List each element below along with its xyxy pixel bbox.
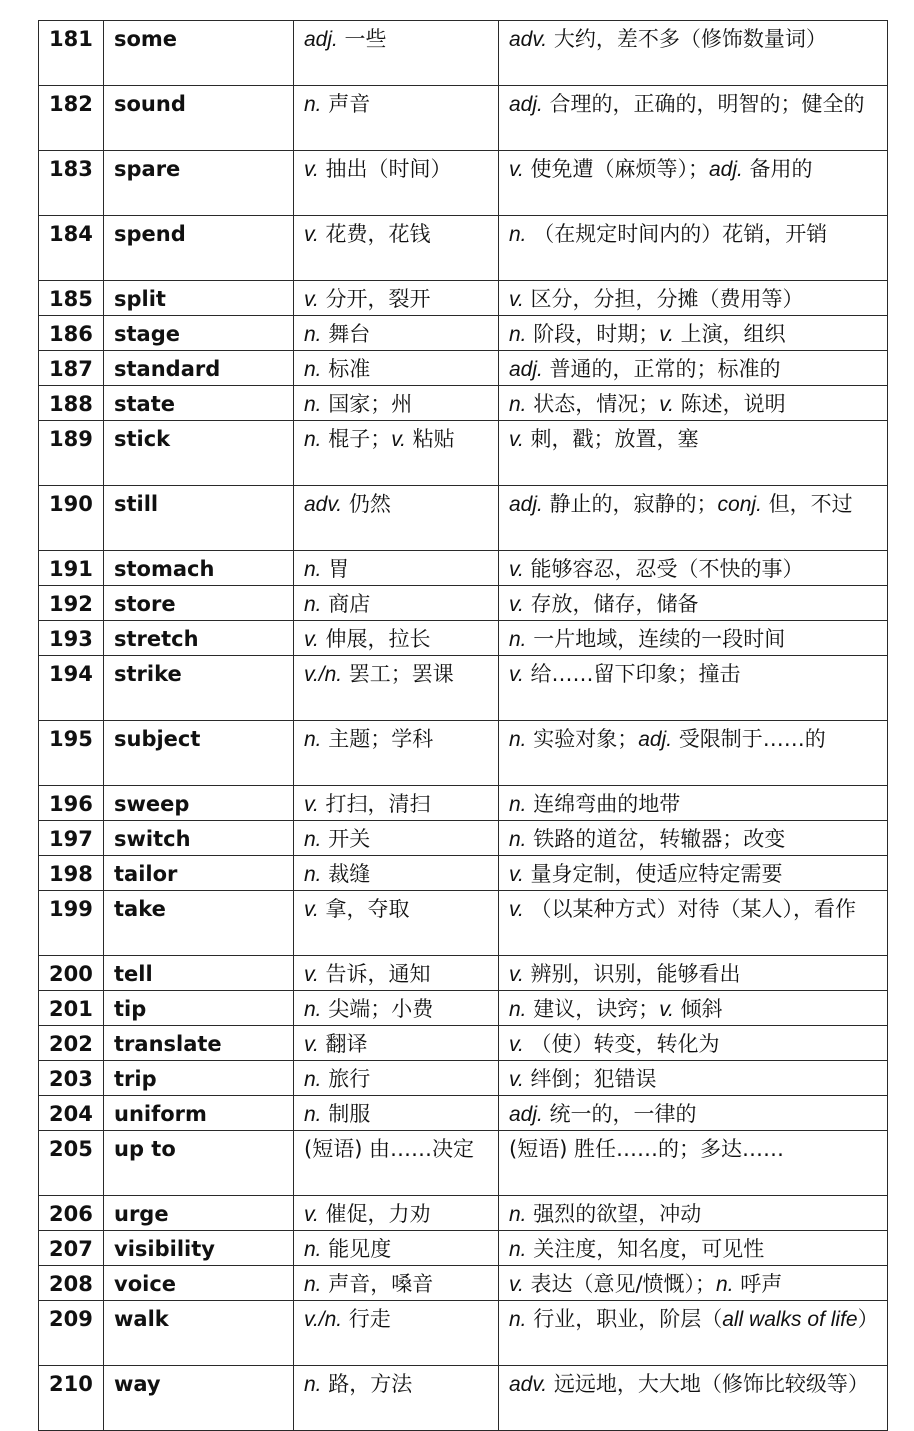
meaning-text: 拿，夺取 xyxy=(318,897,410,921)
meaning-text: 标准 xyxy=(321,357,371,381)
part-of-speech: n. xyxy=(509,1308,527,1331)
part-of-speech: v. xyxy=(509,1068,524,1091)
meaning-text: 上演，组织 xyxy=(673,322,786,346)
basic-meaning xyxy=(294,786,499,821)
table-row xyxy=(39,1026,888,1061)
part-of-speech: adv. xyxy=(509,28,548,51)
vocabulary-table xyxy=(38,20,888,1431)
extended-meaning xyxy=(499,891,888,956)
part-of-speech: v. xyxy=(509,863,524,886)
meaning-text: 陈述，说明 xyxy=(673,392,786,416)
meaning-text: 给……留下印象；撞击 xyxy=(523,662,741,686)
meaning-text: 绊倒；犯错误 xyxy=(523,1067,657,1091)
meaning-text: 尖端；小费 xyxy=(321,997,434,1021)
extended-meaning xyxy=(499,956,888,991)
table-row xyxy=(39,216,888,281)
entry-word: urge xyxy=(104,1196,294,1231)
entry-number: 191 xyxy=(39,551,104,586)
table-row xyxy=(39,151,888,216)
entry-number: 193 xyxy=(39,621,104,656)
meaning-text: 合理的，正确的，明智的；健全的 xyxy=(542,92,865,116)
extended-meaning xyxy=(499,21,888,86)
entry-number: 188 xyxy=(39,386,104,421)
meaning-text: 开关 xyxy=(321,827,371,851)
entry-word: tell xyxy=(104,956,294,991)
basic-meaning xyxy=(294,856,499,891)
part-of-speech: n. xyxy=(304,828,322,851)
entry-number: 186 xyxy=(39,316,104,351)
table-row xyxy=(39,621,888,656)
part-of-speech: v. xyxy=(509,593,524,616)
entry-number: 202 xyxy=(39,1026,104,1061)
extended-meaning xyxy=(499,421,888,486)
meaning-text: 关注度，知名度，可见性 xyxy=(526,1237,765,1261)
meaning-text: 但，不过 xyxy=(761,492,853,516)
extended-meaning xyxy=(499,1366,888,1431)
part-of-speech: v. xyxy=(659,323,674,346)
extended-meaning xyxy=(499,486,888,551)
part-of-speech: v. xyxy=(659,393,674,416)
meaning-text: (短语) 由……决定 xyxy=(304,1137,475,1161)
part-of-speech: n. xyxy=(509,323,527,346)
table-row xyxy=(39,21,888,86)
extended-meaning xyxy=(499,1266,888,1301)
basic-meaning xyxy=(294,586,499,621)
vocabulary-table-body xyxy=(39,21,888,1431)
entry-number: 189 xyxy=(39,421,104,486)
extended-meaning xyxy=(499,1096,888,1131)
meaning-text: 棍子； xyxy=(321,427,392,451)
table-row xyxy=(39,351,888,386)
entry-word: up to xyxy=(104,1131,294,1196)
entry-word: visibility xyxy=(104,1231,294,1266)
part-of-speech: v. xyxy=(509,428,524,451)
table-row xyxy=(39,856,888,891)
entry-word: split xyxy=(104,281,294,316)
meaning-text: 刺，戳；放置，塞 xyxy=(523,427,699,451)
part-of-speech: adj. xyxy=(708,158,743,181)
meaning-text: 罢工；罢课 xyxy=(342,662,454,686)
entry-number: 182 xyxy=(39,86,104,151)
entry-number: 192 xyxy=(39,586,104,621)
meaning-text: 静止的，寂静的； xyxy=(542,492,718,516)
meaning-text: 远远地，大大地（修饰比较级等） xyxy=(547,1372,869,1396)
table-row xyxy=(39,421,888,486)
part-of-speech: n. xyxy=(304,728,322,751)
meaning-text: 强烈的欲望，冲动 xyxy=(526,1202,702,1226)
table-row xyxy=(39,1266,888,1301)
part-of-speech: v. xyxy=(659,998,674,1021)
entry-number: 208 xyxy=(39,1266,104,1301)
meaning-text: 使免遭（麻烦等）； xyxy=(523,157,709,181)
entry-number: 204 xyxy=(39,1096,104,1131)
basic-meaning xyxy=(294,386,499,421)
part-of-speech: n. xyxy=(304,428,322,451)
meaning-text: 制服 xyxy=(321,1102,371,1126)
meaning-text: 商店 xyxy=(321,592,371,616)
part-of-speech: v. xyxy=(391,428,406,451)
table-row xyxy=(39,316,888,351)
part-of-speech: n. xyxy=(509,728,527,751)
entry-word: sweep xyxy=(104,786,294,821)
meaning-text: 呼声 xyxy=(733,1272,783,1296)
part-of-speech: n. xyxy=(509,1203,527,1226)
entry-number: 199 xyxy=(39,891,104,956)
meaning-text: 告诉，通知 xyxy=(318,962,431,986)
basic-meaning xyxy=(294,86,499,151)
part-of-speech: n. xyxy=(509,223,527,246)
part-of-speech: v. xyxy=(509,558,524,581)
entry-number: 209 xyxy=(39,1301,104,1366)
entry-number: 203 xyxy=(39,1061,104,1096)
entry-word: trip xyxy=(104,1061,294,1096)
basic-meaning xyxy=(294,151,499,216)
meaning-text: 量身定制，使适应特定需要 xyxy=(523,862,783,886)
part-of-speech: n. xyxy=(304,998,322,1021)
extended-meaning xyxy=(499,721,888,786)
meaning-text: 舞台 xyxy=(321,322,371,346)
table-row xyxy=(39,1231,888,1266)
part-of-speech: all walks of life xyxy=(722,1308,858,1331)
entry-word: translate xyxy=(104,1026,294,1061)
part-of-speech: conj. xyxy=(717,493,762,516)
entry-word: spare xyxy=(104,151,294,216)
meaning-text: 行业，职业，阶层（ xyxy=(526,1307,723,1331)
meaning-text: （以某种方式）对待（某人），看作 xyxy=(523,897,856,921)
extended-meaning xyxy=(499,1231,888,1266)
part-of-speech: n. xyxy=(509,828,527,851)
table-row xyxy=(39,956,888,991)
meaning-text: 统一的，一律的 xyxy=(542,1102,697,1126)
meaning-text: 能见度 xyxy=(321,1237,392,1261)
table-row xyxy=(39,786,888,821)
part-of-speech: v. xyxy=(304,1033,319,1056)
meaning-text: 翻译 xyxy=(318,1032,368,1056)
meaning-text: 能够容忍，忍受（不快的事） xyxy=(523,557,804,581)
meaning-text: 普通的，正常的；标准的 xyxy=(542,357,781,381)
basic-meaning xyxy=(294,1266,499,1301)
entry-number: 198 xyxy=(39,856,104,891)
meaning-text: 实验对象； xyxy=(526,727,639,751)
meaning-text: 分开，裂开 xyxy=(318,287,431,311)
entry-word: sound xyxy=(104,86,294,151)
basic-meaning xyxy=(294,1301,499,1366)
meaning-text: 连绵弯曲的地带 xyxy=(526,792,681,816)
basic-meaning xyxy=(294,1196,499,1231)
entry-word: spend xyxy=(104,216,294,281)
part-of-speech: v. xyxy=(304,793,319,816)
entry-number: 205 xyxy=(39,1131,104,1196)
entry-word: walk xyxy=(104,1301,294,1366)
basic-meaning xyxy=(294,316,499,351)
extended-meaning xyxy=(499,351,888,386)
part-of-speech: n. xyxy=(304,863,322,886)
basic-meaning xyxy=(294,1131,499,1196)
entry-number: 194 xyxy=(39,656,104,721)
table-row xyxy=(39,1366,888,1431)
entry-word: some xyxy=(104,21,294,86)
part-of-speech: n. xyxy=(716,1273,734,1296)
basic-meaning xyxy=(294,1061,499,1096)
entry-word: stick xyxy=(104,421,294,486)
extended-meaning xyxy=(499,281,888,316)
basic-meaning xyxy=(294,216,499,281)
entry-word: store xyxy=(104,586,294,621)
table-row xyxy=(39,891,888,956)
table-row xyxy=(39,551,888,586)
part-of-speech: adj. xyxy=(509,493,543,516)
meaning-text: 一片地域，连续的一段时间 xyxy=(526,627,786,651)
extended-meaning xyxy=(499,786,888,821)
basic-meaning xyxy=(294,351,499,386)
entry-word: switch xyxy=(104,821,294,856)
part-of-speech: v. xyxy=(509,1273,524,1296)
basic-meaning xyxy=(294,721,499,786)
part-of-speech: v. xyxy=(304,288,319,311)
basic-meaning xyxy=(294,21,499,86)
table-row xyxy=(39,1196,888,1231)
meaning-text: 花费，花钱 xyxy=(318,222,431,246)
part-of-speech: v. xyxy=(509,663,524,686)
extended-meaning xyxy=(499,991,888,1026)
meaning-text: 催促，力劝 xyxy=(318,1202,431,1226)
entry-number: 195 xyxy=(39,721,104,786)
part-of-speech: v. xyxy=(509,158,524,181)
meaning-text: 倾斜 xyxy=(673,997,723,1021)
basic-meaning xyxy=(294,421,499,486)
extended-meaning xyxy=(499,821,888,856)
entry-number: 201 xyxy=(39,991,104,1026)
table-row xyxy=(39,586,888,621)
entry-number: 207 xyxy=(39,1231,104,1266)
meaning-text: 声音 xyxy=(321,92,371,116)
part-of-speech: adj. xyxy=(509,358,543,381)
part-of-speech: v. xyxy=(304,963,319,986)
table-row xyxy=(39,1301,888,1366)
table-row xyxy=(39,281,888,316)
part-of-speech: v. xyxy=(509,963,524,986)
basic-meaning xyxy=(294,1231,499,1266)
table-row xyxy=(39,991,888,1026)
basic-meaning xyxy=(294,656,499,721)
entry-number: 210 xyxy=(39,1366,104,1431)
basic-meaning xyxy=(294,821,499,856)
table-row xyxy=(39,1096,888,1131)
meaning-text: 仍然 xyxy=(342,492,391,516)
meaning-text: 胃 xyxy=(321,557,350,581)
meaning-text: 一些 xyxy=(337,27,387,51)
entry-word: strike xyxy=(104,656,294,721)
entry-number: 206 xyxy=(39,1196,104,1231)
table-row xyxy=(39,656,888,721)
extended-meaning xyxy=(499,856,888,891)
part-of-speech: v./n. xyxy=(304,1308,343,1331)
entry-word: tailor xyxy=(104,856,294,891)
part-of-speech: adj. xyxy=(509,1103,543,1126)
meaning-text: (短语) 胜任……的；多达…… xyxy=(509,1137,785,1161)
meaning-text: 路，方法 xyxy=(321,1372,413,1396)
meaning-text: 阶段，时期； xyxy=(526,322,660,346)
extended-meaning xyxy=(499,1026,888,1061)
meaning-text: 旅行 xyxy=(321,1067,371,1091)
entry-word: take xyxy=(104,891,294,956)
table-row xyxy=(39,1131,888,1196)
extended-meaning xyxy=(499,1301,888,1366)
entry-number: 181 xyxy=(39,21,104,86)
part-of-speech: v. xyxy=(304,158,319,181)
meaning-text: 备用的 xyxy=(742,157,813,181)
part-of-speech: n. xyxy=(304,1103,322,1126)
entry-number: 200 xyxy=(39,956,104,991)
meaning-text: 铁路的道岔，转辙器；改变 xyxy=(526,827,786,851)
extended-meaning xyxy=(499,586,888,621)
part-of-speech: adj. xyxy=(509,93,543,116)
meaning-text: 主题；学科 xyxy=(321,727,434,751)
part-of-speech: n. xyxy=(304,358,322,381)
extended-meaning xyxy=(499,551,888,586)
meaning-text: 状态，情况； xyxy=(526,392,660,416)
part-of-speech: n. xyxy=(304,558,322,581)
entry-word: stage xyxy=(104,316,294,351)
part-of-speech: v. xyxy=(304,1203,319,1226)
part-of-speech: adj. xyxy=(638,728,673,751)
part-of-speech: n. xyxy=(509,793,527,816)
part-of-speech: n. xyxy=(304,1273,322,1296)
entry-word: voice xyxy=(104,1266,294,1301)
part-of-speech: v. xyxy=(304,223,319,246)
basic-meaning xyxy=(294,551,499,586)
extended-meaning xyxy=(499,86,888,151)
part-of-speech: n. xyxy=(509,393,527,416)
part-of-speech: adj. xyxy=(304,28,338,51)
part-of-speech: n. xyxy=(304,393,322,416)
part-of-speech: v. xyxy=(304,628,319,651)
meaning-text: 伸展，拉长 xyxy=(318,627,431,651)
extended-meaning xyxy=(499,216,888,281)
extended-meaning xyxy=(499,1131,888,1196)
basic-meaning xyxy=(294,486,499,551)
part-of-speech: n. xyxy=(509,998,527,1021)
entry-number: 185 xyxy=(39,281,104,316)
entry-word: subject xyxy=(104,721,294,786)
basic-meaning xyxy=(294,281,499,316)
entry-word: standard xyxy=(104,351,294,386)
meaning-text: ） xyxy=(857,1307,879,1331)
table-row xyxy=(39,821,888,856)
part-of-speech: adv. xyxy=(304,493,343,516)
entry-word: way xyxy=(104,1366,294,1431)
entry-number: 183 xyxy=(39,151,104,216)
basic-meaning xyxy=(294,1096,499,1131)
table-row xyxy=(39,86,888,151)
meaning-text: 国家；州 xyxy=(321,392,413,416)
entry-word: stretch xyxy=(104,621,294,656)
part-of-speech: n. xyxy=(509,628,527,651)
extended-meaning xyxy=(499,316,888,351)
part-of-speech: v. xyxy=(509,1033,524,1056)
meaning-text: 声音，嗓音 xyxy=(321,1272,434,1296)
part-of-speech: n. xyxy=(304,593,322,616)
meaning-text: 大约，差不多（修饰数量词） xyxy=(547,27,827,51)
extended-meaning xyxy=(499,1196,888,1231)
table-row xyxy=(39,486,888,551)
part-of-speech: n. xyxy=(304,1373,322,1396)
part-of-speech: v. xyxy=(509,288,524,311)
meaning-text: 打扫，清扫 xyxy=(318,792,431,816)
extended-meaning xyxy=(499,386,888,421)
part-of-speech: n. xyxy=(304,1238,322,1261)
table-row xyxy=(39,386,888,421)
basic-meaning xyxy=(294,991,499,1026)
part-of-speech: n. xyxy=(304,323,322,346)
meaning-text: 粘贴 xyxy=(405,427,455,451)
table-row xyxy=(39,1061,888,1096)
basic-meaning xyxy=(294,1366,499,1431)
table-row xyxy=(39,721,888,786)
entry-number: 190 xyxy=(39,486,104,551)
meaning-text: 存放，储存，储备 xyxy=(523,592,699,616)
entry-number: 187 xyxy=(39,351,104,386)
basic-meaning xyxy=(294,1026,499,1061)
entry-word: state xyxy=(104,386,294,421)
entry-word: tip xyxy=(104,991,294,1026)
entry-word: uniform xyxy=(104,1096,294,1131)
part-of-speech: v./n. xyxy=(304,663,343,686)
extended-meaning xyxy=(499,151,888,216)
extended-meaning xyxy=(499,621,888,656)
meaning-text: 受限制于……的 xyxy=(672,727,826,751)
part-of-speech: v. xyxy=(509,898,524,921)
basic-meaning xyxy=(294,956,499,991)
part-of-speech: n. xyxy=(509,1238,527,1261)
basic-meaning xyxy=(294,891,499,956)
meaning-text: 表达（意见/愤慨）； xyxy=(523,1272,717,1296)
extended-meaning xyxy=(499,656,888,721)
entry-number: 197 xyxy=(39,821,104,856)
entry-word: stomach xyxy=(104,551,294,586)
meaning-text: 裁缝 xyxy=(321,862,371,886)
entry-word: still xyxy=(104,486,294,551)
meaning-text: 抽出（时间） xyxy=(318,157,452,181)
meaning-text: （使）转变，转化为 xyxy=(523,1032,720,1056)
meaning-text: 区分，分担，分摊（费用等） xyxy=(523,287,804,311)
meaning-text: （在规定时间内的）花销，开销 xyxy=(526,222,828,246)
meaning-text: 行走 xyxy=(342,1307,391,1331)
extended-meaning xyxy=(499,1061,888,1096)
part-of-speech: adv. xyxy=(509,1373,548,1396)
entry-number: 184 xyxy=(39,216,104,281)
basic-meaning xyxy=(294,621,499,656)
meaning-text: 建议，诀窍； xyxy=(526,997,660,1021)
entry-number: 196 xyxy=(39,786,104,821)
meaning-text: 辨别，识别，能够看出 xyxy=(523,962,741,986)
part-of-speech: n. xyxy=(304,1068,322,1091)
part-of-speech: v. xyxy=(304,898,319,921)
part-of-speech: n. xyxy=(304,93,322,116)
